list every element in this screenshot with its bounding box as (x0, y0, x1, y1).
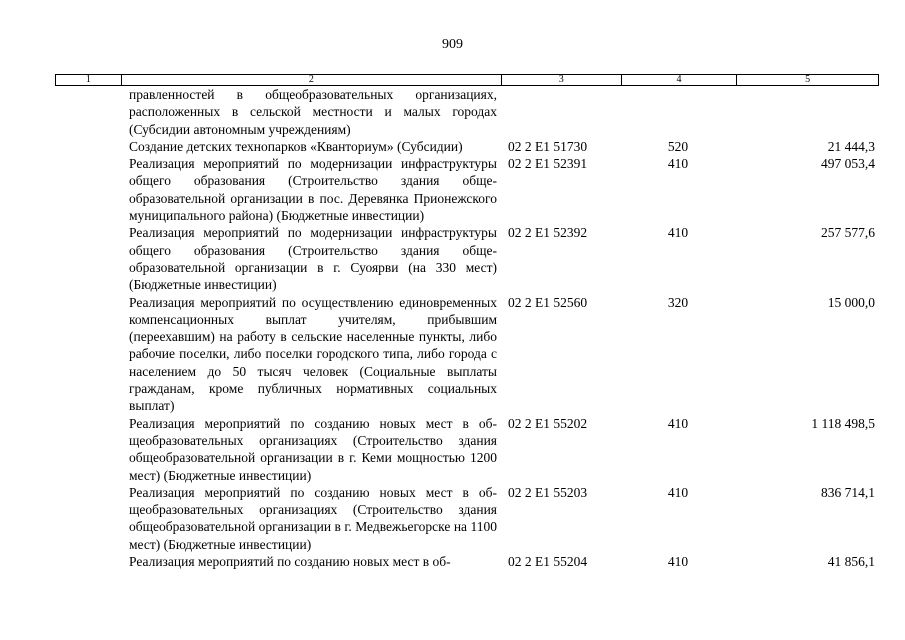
row-amount: 41 856,1 (827, 554, 875, 570)
table-row (0, 553, 905, 570)
column-header-2: 2 (122, 75, 502, 85)
row-amount: 257 577,6 (821, 225, 875, 241)
row-code: 02 2 Е1 55204 (508, 554, 588, 570)
row-name: Реализация мероприятий по модернизации инфраструктуры общего образования (Строительство здания общеобразовательной организации в г. Суоярви (на 330 мест) (Бюджетные инвестиции) (129, 225, 497, 293)
row-expense-type: 320 (667, 294, 689, 310)
row-code: 02 2 Е1 52560 (508, 294, 588, 310)
row-expense-type: 410 (667, 484, 689, 500)
row-amount: 15 000,0 (827, 294, 875, 310)
row-name: правленностей в общеобразовательных организациях, расположенных в сельской местности и малых городах (Субсидии автономным учреждениям) (129, 87, 497, 137)
table-header (55, 74, 879, 86)
column-header-4: 4 (622, 75, 738, 85)
table-row (0, 415, 905, 484)
row-name: Реализация мероприятий по созданию новых мест в об- (129, 554, 451, 570)
column-header-5: 5 (805, 74, 811, 85)
row-expense-type: 520 (667, 138, 689, 154)
row-amount: 836 714,1 (821, 484, 875, 500)
row-name: Реализация мероприятий по осуществлению единовременных компенсационных выплат учителям, прибывшим (переехавшим) на работу в сельские населенные пункты, либо рабочие поселки, либо поселки городского типа, либо города с населением до 50 тысяч человек (Социальные выплаты гражданам, кроме публичных нормативных социальных выплат) (129, 294, 497, 414)
table-row (0, 155, 905, 224)
row-name: Создание детских технопарков «Кванториум» (Субсидии) (129, 138, 463, 154)
table-row (0, 294, 905, 415)
row-expense-type: 410 (667, 225, 689, 241)
row-expense-type: 410 (667, 415, 689, 431)
table-row (0, 86, 905, 138)
row-amount: 497 053,4 (821, 156, 875, 172)
row-name: Реализация мероприятий по созданию новых мест в общеобразовательных организациях (Строительство здания общеобразовательной организации в г. Кеми мощностью 1200 мест) (Бюджетные инвестиции) (129, 415, 497, 483)
table-row (0, 484, 905, 553)
table-body (0, 86, 905, 570)
page-number: 909 (442, 37, 463, 52)
table-row (0, 224, 905, 293)
table-row (0, 138, 905, 155)
row-code: 02 2 Е1 55203 (508, 484, 588, 500)
row-code: 02 2 Е1 51730 (508, 138, 588, 154)
column-header-1: 1 (56, 75, 122, 85)
row-expense-type: 410 (667, 554, 689, 570)
row-code: 02 2 Е1 52391 (508, 156, 588, 172)
row-name: Реализация мероприятий по созданию новых мест в общеобразовательных организациях (Строительство здания общеобразовательной организации в г. Медвежьегорске на 1100 мест) (Бюджетные инвестиции) (129, 484, 497, 552)
row-code: 02 2 Е1 55202 (508, 415, 588, 431)
column-header-3: 3 (502, 75, 622, 85)
row-amount: 21 444,3 (827, 138, 875, 154)
row-amount: 1 118 498,5 (811, 415, 875, 431)
row-name: Реализация мероприятий по модернизации инфраструктуры общего образования (Строительство здания общеобразовательной организации в пос. Деревянка Прионежского муниципального района) (Бюджетные инвестиции) (129, 156, 497, 224)
row-code: 02 2 Е1 52392 (508, 225, 588, 241)
row-expense-type: 410 (667, 156, 689, 172)
